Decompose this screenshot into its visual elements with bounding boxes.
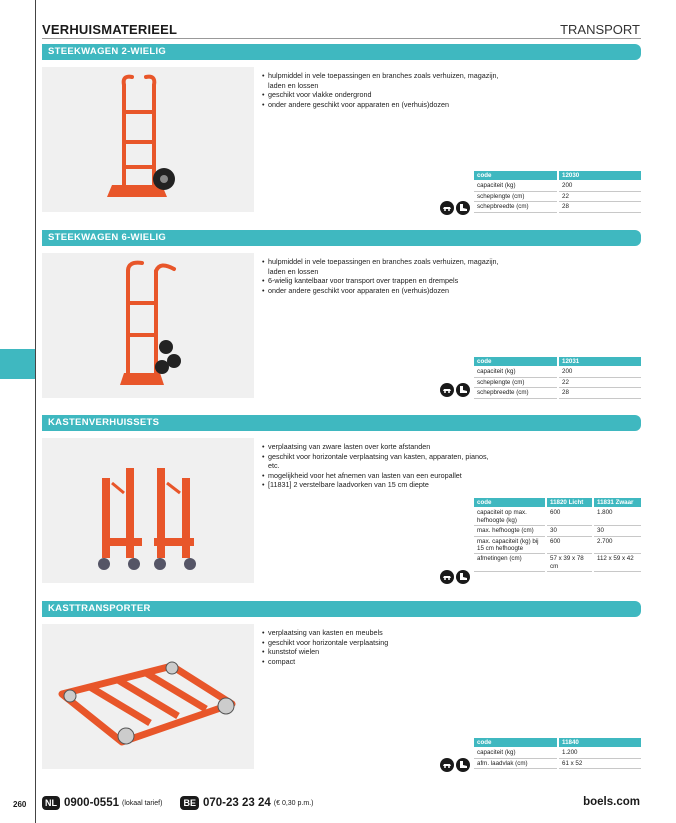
table-row: [474, 367, 641, 377]
table-cell: 11840: [558, 738, 641, 748]
table-cell: code: [474, 171, 558, 181]
feature-item: • hulpmiddel in vele toepassingen en branches zoals verhuizen, magazijn, laden en lossen: [262, 257, 502, 276]
table-cell: 57 x 39 x 78 cm: [546, 554, 593, 572]
contact-footer: [42, 796, 313, 810]
table-cell: capaciteit op max. hefhoogte (kg): [474, 508, 546, 526]
table-cell: 1.200: [558, 748, 641, 758]
product-image-steekwagen-2: [42, 67, 254, 212]
table-header-row: [474, 498, 641, 508]
table-cell: 30: [546, 526, 593, 536]
table-row: [474, 377, 641, 387]
be-badge: BE: [180, 796, 199, 810]
work-boot-icon: [456, 201, 470, 215]
table-row: [474, 554, 641, 572]
product-image-steekwagen-6: [42, 253, 254, 398]
feature-item: • verplaatsing van zware lasten over korte afstanden: [262, 442, 502, 452]
table-cell: 200: [558, 181, 641, 191]
section-kasttransporter: [42, 601, 641, 777]
section-steekwagen-6: [42, 230, 641, 406]
feature-item: • hulpmiddel in vele toepassingen en branches zoals verhuizen, magazijn, laden en lossen: [262, 71, 502, 90]
table-row: [474, 181, 641, 191]
table-cell: schepbreedte (cm): [474, 202, 558, 212]
feature-item: • 6-wielig kantelbaar voor transport over trappen en drempels: [262, 276, 502, 286]
spec-table: [474, 357, 641, 399]
table-cell: 2.700: [593, 536, 641, 554]
feature-item: • kunststof wielen: [262, 647, 502, 657]
table-header-row: [474, 738, 641, 748]
table-cell: capaciteit (kg): [474, 367, 558, 377]
table-row: [474, 748, 641, 758]
table-cell: max. capaciteit (kg) bij 15 cm hefhoogte: [474, 536, 546, 554]
table-cell: afmetingen (cm): [474, 554, 546, 572]
table-cell: 28: [558, 202, 641, 212]
table-row: [474, 526, 641, 536]
table-cell: 12031: [558, 357, 641, 367]
table-cell: code: [474, 738, 558, 748]
table-cell: 112 x 59 x 42: [593, 554, 641, 572]
page-number: 260: [13, 800, 27, 809]
spec-table: [474, 171, 641, 213]
feature-item: • geschikt voor vlakke ondergrond: [262, 90, 502, 100]
table-cell: code: [474, 498, 546, 508]
feature-item: • onder andere geschikt voor apparaten en (verhuis)dozen: [262, 286, 502, 296]
feature-item: • geschikt voor horizontale verplaatsing van kasten, apparaten, pianos, etc.: [262, 452, 502, 471]
usage-icons: [440, 383, 470, 397]
feature-item: • mogelijkheid voor het afnemen van lasten van een europallet: [262, 471, 502, 481]
section-heading: KASTENVERHUISSETS: [42, 415, 641, 431]
table-header-row: [474, 357, 641, 367]
chapter-tab: [0, 349, 35, 379]
feature-item: • compact: [262, 657, 502, 667]
table-cell: 200: [558, 367, 641, 377]
feature-item: • [11831] 2 verstelbare laadvorken van 15 cm diepte: [262, 480, 502, 490]
page-title: VERHUISMATERIEEL: [42, 22, 178, 37]
transport-car-icon: [440, 570, 454, 584]
table-cell: 28: [558, 388, 641, 398]
table-cell: capaciteit (kg): [474, 181, 558, 191]
table-row: [474, 191, 641, 201]
transport-car-icon: [440, 383, 454, 397]
table-header-row: [474, 171, 641, 181]
table-row: [474, 202, 641, 212]
table-row: [474, 758, 641, 768]
feature-list: [262, 442, 502, 490]
product-image-kastenverhuissets: [42, 438, 254, 583]
feature-item: • geschikt voor horizontale verplaatsing: [262, 638, 502, 648]
table-cell: schepbreedte (cm): [474, 388, 558, 398]
table-cell: 22: [558, 377, 641, 387]
section-heading: STEEKWAGEN 6-WIELIG: [42, 230, 641, 246]
transport-car-icon: [440, 201, 454, 215]
feature-item: • verplaatsing van kasten en meubels: [262, 628, 502, 638]
title-rule: [42, 38, 641, 39]
spec-table: [474, 498, 641, 572]
usage-icons: [440, 758, 470, 772]
be-phone: 070-23 23 24: [202, 797, 271, 809]
table-cell: 12030: [558, 171, 641, 181]
feature-item: • onder andere geschikt voor apparaten en (verhuis)dozen: [262, 100, 502, 110]
table-row: [474, 388, 641, 398]
section-kastenverhuissets: [42, 415, 641, 591]
section-steekwagen-2: [42, 44, 641, 220]
table-cell: 600: [546, 536, 593, 554]
table-cell: 30: [593, 526, 641, 536]
nl-phone: 0900-0551: [64, 797, 119, 809]
table-cell: 600: [546, 508, 593, 526]
table-cell: 11820 Licht: [546, 498, 593, 508]
table-cell: capaciteit (kg): [474, 748, 558, 758]
table-cell: afm. laadvlak (cm): [474, 758, 558, 768]
be-note: (€ 0,30 p.m.): [273, 799, 314, 807]
work-boot-icon: [456, 570, 470, 584]
feature-list: [262, 257, 502, 295]
usage-icons: [440, 201, 470, 215]
table-cell: code: [474, 357, 558, 367]
feature-list: [262, 71, 502, 109]
table-row: [474, 536, 641, 554]
section-heading: KASTTRANSPORTER: [42, 601, 641, 617]
nl-badge: NL: [42, 796, 60, 810]
work-boot-icon: [456, 383, 470, 397]
section-heading: STEEKWAGEN 2-WIELIG: [42, 44, 641, 60]
table-row: [474, 508, 641, 526]
feature-list: [262, 628, 502, 666]
page-margin-line: [35, 0, 36, 823]
nl-note: (lokaal tarief): [122, 799, 163, 807]
transport-car-icon: [440, 758, 454, 772]
product-image-kasttransporter: [42, 624, 254, 769]
table-cell: 1.800: [593, 508, 641, 526]
spec-table: [474, 738, 641, 769]
table-cell: 61 x 52: [558, 758, 641, 768]
table-cell: max. hefhoogte (cm): [474, 526, 546, 536]
table-cell: 22: [558, 191, 641, 201]
page-category: TRANSPORT: [560, 22, 640, 37]
website-link[interactable]: boels.com: [583, 796, 640, 808]
work-boot-icon: [456, 758, 470, 772]
usage-icons: [440, 570, 470, 584]
table-cell: scheplengte (cm): [474, 377, 558, 387]
table-cell: 11831 Zwaar: [593, 498, 641, 508]
table-cell: scheplengte (cm): [474, 191, 558, 201]
